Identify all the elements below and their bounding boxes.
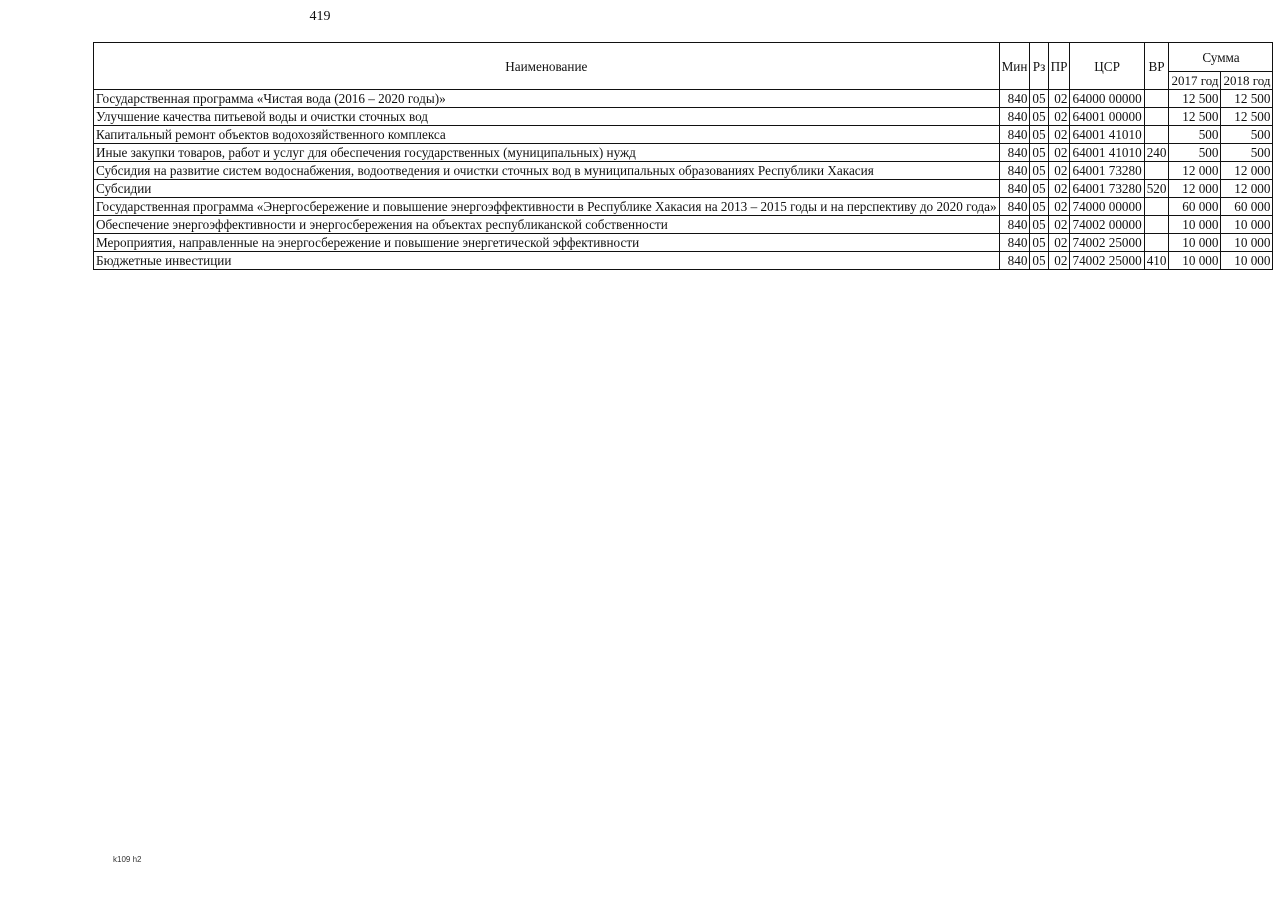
cell-min: 840 (999, 180, 1030, 198)
cell-csr: 64000 00000 (1070, 90, 1144, 108)
cell-vr (1144, 126, 1169, 144)
table-row (94, 144, 1273, 162)
header-pr: ПР (1048, 43, 1070, 90)
cell-name: Капитальный ремонт объектов водохозяйственного комплекса (94, 126, 1000, 144)
cell-csr: 64001 41010 (1070, 144, 1144, 162)
cell-vr: 520 (1144, 180, 1169, 198)
cell-rz: 05 (1030, 252, 1048, 270)
cell-min: 840 (999, 234, 1030, 252)
cell-sum-2017: 10 000 (1169, 252, 1221, 270)
cell-name: Субсидия на развитие систем водоснабжения, водоотведения и очистки сточных вод в муниципальных образованиях Республики Хакасия (94, 162, 1000, 180)
cell-vr: 240 (1144, 144, 1169, 162)
cell-name: Бюджетные инвестиции (94, 252, 1000, 270)
cell-rz: 05 (1030, 144, 1048, 162)
cell-vr (1144, 90, 1169, 108)
cell-min: 840 (999, 144, 1030, 162)
cell-vr (1144, 198, 1169, 216)
cell-rz: 05 (1030, 198, 1048, 216)
header-rz: Рз (1030, 43, 1048, 90)
cell-sum-2017: 500 (1169, 144, 1221, 162)
table-row (94, 162, 1273, 180)
cell-name: Субсидии (94, 180, 1000, 198)
cell-csr: 74002 00000 (1070, 216, 1144, 234)
cell-rz: 05 (1030, 162, 1048, 180)
cell-pr: 02 (1048, 198, 1070, 216)
cell-csr: 74000 00000 (1070, 198, 1144, 216)
cell-min: 840 (999, 216, 1030, 234)
cell-sum-2017: 500 (1169, 126, 1221, 144)
table-row (94, 216, 1273, 234)
cell-pr: 02 (1048, 180, 1070, 198)
cell-sum-2018: 10 000 (1221, 252, 1273, 270)
cell-sum-2018: 12 000 (1221, 180, 1273, 198)
cell-name: Улучшение качества питьевой воды и очистки сточных вод (94, 108, 1000, 126)
cell-sum-2017: 10 000 (1169, 216, 1221, 234)
cell-sum-2017: 10 000 (1169, 234, 1221, 252)
cell-name: Иные закупки товаров, работ и услуг для обеспечения государственных (муниципальных) нужд (94, 144, 1000, 162)
cell-min: 840 (999, 108, 1030, 126)
cell-pr: 02 (1048, 234, 1070, 252)
header-year-2018: 2018 год (1221, 72, 1273, 90)
cell-sum-2018: 10 000 (1221, 234, 1273, 252)
cell-csr: 74002 25000 (1070, 252, 1144, 270)
cell-sum-2018: 500 (1221, 144, 1273, 162)
header-name: Наименование (94, 43, 1000, 90)
cell-sum-2018: 10 000 (1221, 216, 1273, 234)
cell-pr: 02 (1048, 108, 1070, 126)
table-row (94, 108, 1273, 126)
cell-pr: 02 (1048, 126, 1070, 144)
cell-sum-2018: 500 (1221, 126, 1273, 144)
cell-vr (1144, 162, 1169, 180)
cell-rz: 05 (1030, 216, 1048, 234)
cell-pr: 02 (1048, 252, 1070, 270)
page-number: 419 (309, 9, 331, 24)
cell-vr (1144, 108, 1169, 126)
cell-sum-2017: 60 000 (1169, 198, 1221, 216)
table-row (94, 234, 1273, 252)
cell-pr: 02 (1048, 216, 1070, 234)
cell-name: Государственная программа «Чистая вода (2016 – 2020 годы)» (94, 90, 1000, 108)
cell-sum-2017: 12 500 (1169, 108, 1221, 126)
cell-pr: 02 (1048, 144, 1070, 162)
cell-sum-2018: 12 500 (1221, 90, 1273, 108)
cell-csr: 74002 25000 (1070, 234, 1144, 252)
cell-name: Государственная программа «Энергосбережение и повышение энергоэффективности в Республике Хакасия на 2013 – 2015 годы и на перспективу до 2020 года» (94, 198, 1000, 216)
header-csr: ЦСР (1070, 43, 1144, 90)
cell-vr (1144, 216, 1169, 234)
cell-rz: 05 (1030, 90, 1048, 108)
cell-csr: 64001 41010 (1070, 126, 1144, 144)
cell-min: 840 (999, 198, 1030, 216)
cell-name: Обеспечение энергоэффективности и энергосбережения на объектах республиканской собственности (94, 216, 1000, 234)
budget-table (93, 42, 1273, 270)
cell-min: 840 (999, 90, 1030, 108)
cell-rz: 05 (1030, 180, 1048, 198)
cell-min: 840 (999, 252, 1030, 270)
cell-sum-2017: 12 500 (1169, 90, 1221, 108)
cell-sum-2018: 12 000 (1221, 162, 1273, 180)
cell-csr: 64001 00000 (1070, 108, 1144, 126)
cell-sum-2017: 12 000 (1169, 180, 1221, 198)
cell-rz: 05 (1030, 234, 1048, 252)
cell-vr (1144, 234, 1169, 252)
cell-sum-2018: 60 000 (1221, 198, 1273, 216)
cell-rz: 05 (1030, 108, 1048, 126)
cell-pr: 02 (1048, 90, 1070, 108)
cell-vr: 410 (1144, 252, 1169, 270)
table-body (94, 90, 1273, 270)
cell-sum-2017: 12 000 (1169, 162, 1221, 180)
header-year-2017: 2017 год (1169, 72, 1221, 90)
cell-csr: 64001 73280 (1070, 162, 1144, 180)
cell-name: Мероприятия, направленные на энергосбережение и повышение энергетической эффективности (94, 234, 1000, 252)
cell-min: 840 (999, 126, 1030, 144)
header-sum: Сумма (1169, 43, 1273, 72)
table-row (94, 198, 1273, 216)
cell-rz: 05 (1030, 126, 1048, 144)
footer-code: k109 h2 (113, 855, 142, 864)
table-row (94, 126, 1273, 144)
cell-pr: 02 (1048, 162, 1070, 180)
header-min: Мин (999, 43, 1030, 90)
cell-csr: 64001 73280 (1070, 180, 1144, 198)
table-row (94, 90, 1273, 108)
header-vr: ВР (1144, 43, 1169, 90)
table-row (94, 252, 1273, 270)
table-row (94, 180, 1273, 198)
cell-sum-2018: 12 500 (1221, 108, 1273, 126)
cell-min: 840 (999, 162, 1030, 180)
